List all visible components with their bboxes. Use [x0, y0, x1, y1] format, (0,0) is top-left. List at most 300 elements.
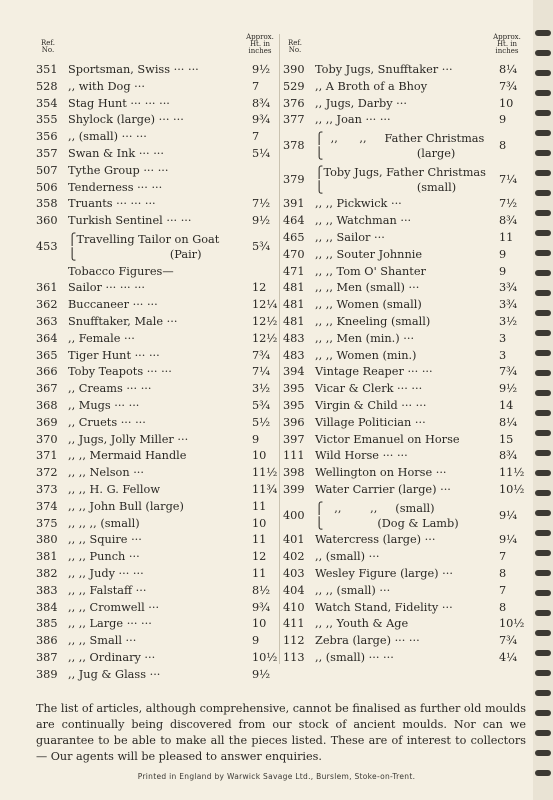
list-item	[36, 129, 276, 146]
item-description: ,, ,, Women (small)	[315, 298, 422, 312]
item-ref-number: 385	[36, 617, 58, 631]
item-description: ,, ,, Falstaff ···	[68, 583, 147, 597]
item-description: ,, ,, Tom O' Shanter	[315, 264, 426, 278]
item-ref-number: 394	[283, 365, 305, 379]
binding-ring	[535, 210, 551, 216]
item-height: 8	[499, 566, 507, 580]
item-height: 14	[499, 398, 514, 412]
item-height: 7¼	[252, 365, 271, 379]
list-item	[36, 398, 276, 415]
item-height: 3¾	[499, 298, 518, 312]
ref-no-heading: Ref. No.	[41, 39, 55, 54]
item-description: ,, A Broth of a Bhoy	[315, 79, 428, 93]
item-ref-number: 391	[283, 197, 305, 211]
binding-ring	[535, 390, 551, 396]
item-height: 9¾	[252, 600, 271, 614]
list-item	[36, 213, 276, 230]
binding-ring	[535, 650, 551, 656]
binding-ring	[535, 350, 551, 356]
item-height: 10	[252, 516, 267, 530]
list-item	[36, 230, 276, 264]
item-description: ,, ,, Punch ···	[68, 550, 140, 564]
item-height: 9	[252, 634, 260, 648]
binding-ring	[535, 430, 551, 436]
list-item	[283, 213, 523, 230]
binding-ring	[535, 270, 551, 276]
item-description: ,, (small) ··· ···	[68, 130, 147, 144]
item-height: 7½	[252, 197, 271, 211]
item-description: Watch Stand, Fidelity ···	[315, 600, 453, 614]
item-height: 9½	[252, 667, 271, 681]
list-item	[283, 448, 523, 465]
item-description: Swan & Ink ··· ···	[68, 146, 164, 160]
binding-ring	[535, 670, 551, 676]
list-item	[283, 650, 523, 667]
item-ref-number: 377	[283, 113, 305, 127]
list-item	[36, 616, 276, 633]
binding-ring	[535, 150, 551, 156]
item-ref-number: 395	[283, 398, 305, 412]
list-item	[283, 381, 523, 398]
item-description: Tythe Group ··· ···	[68, 163, 169, 177]
binding-ring	[535, 370, 551, 376]
list-item	[36, 532, 276, 549]
list-item	[283, 583, 523, 600]
item-height: 7¾	[499, 79, 518, 93]
item-height: 11¾	[252, 482, 278, 496]
item-description: Tobacco Figures—	[68, 264, 174, 278]
item-ref-number: 483	[283, 348, 305, 362]
item-height: 10½	[252, 650, 278, 664]
list-item	[283, 432, 523, 449]
binding-ring	[535, 250, 551, 256]
left-column-header	[36, 34, 276, 62]
item-ref-number: 355	[36, 113, 58, 127]
item-description: ,, ,, Watchman ···	[315, 214, 412, 228]
item-description: ⎧Travelling Tailor on Goat ⎩ (Pair)	[68, 232, 220, 261]
item-description: ⎧ ,, ,, (small) ⎩ (Dog & Lamb)	[315, 501, 459, 530]
binding-ring	[535, 590, 551, 596]
list-item	[283, 566, 523, 583]
item-ref-number: 411	[283, 617, 305, 631]
list-item	[283, 499, 523, 533]
item-description: Tenderness ··· ···	[68, 180, 163, 194]
item-ref-number: 396	[283, 415, 305, 429]
spiral-binding	[533, 0, 553, 800]
list-item	[283, 129, 523, 163]
binding-ring	[535, 730, 551, 736]
item-height: 9¼	[499, 508, 518, 522]
item-ref-number: 483	[283, 331, 305, 345]
item-height: 3½	[499, 314, 518, 328]
item-description: ,, Cruets ··· ···	[68, 415, 146, 429]
binding-ring	[535, 30, 551, 36]
item-description: ,, ,, (small) ···	[315, 583, 391, 597]
item-height: 7	[499, 583, 507, 597]
list-item	[283, 633, 523, 650]
item-height: 7	[252, 79, 260, 93]
item-height: 12	[252, 550, 267, 564]
binding-ring	[535, 570, 551, 576]
list-item	[36, 112, 276, 129]
item-ref-number: 470	[283, 247, 305, 261]
item-description: Toby Teapots ··· ···	[68, 365, 172, 379]
item-ref-number: 373	[36, 482, 58, 496]
item-height: 5½	[252, 415, 271, 429]
ref-no-heading: Ref. No.	[288, 39, 302, 54]
height-heading: Approx. Ht. in inches	[493, 33, 521, 55]
item-ref-number: 410	[283, 600, 305, 614]
list-item	[36, 62, 276, 79]
item-ref-number: 369	[36, 415, 58, 429]
item-ref-number: 367	[36, 382, 58, 396]
binding-ring	[535, 70, 551, 76]
item-description: ⎧Toby Jugs, Father Christmas ⎩ (small)	[315, 165, 486, 194]
list-item	[283, 364, 523, 381]
item-height: 11	[252, 566, 267, 580]
item-height: 9	[252, 432, 260, 446]
item-ref-number: 390	[283, 63, 305, 76]
list-item	[36, 314, 276, 331]
binding-ring	[535, 710, 551, 716]
list-item	[36, 566, 276, 583]
item-height: 12½	[252, 314, 278, 328]
list-item	[283, 297, 523, 314]
item-height: 8¼	[499, 63, 518, 76]
item-height: 3¾	[499, 281, 518, 295]
item-ref-number: 366	[36, 365, 58, 379]
item-description: Shylock (large) ··· ···	[68, 113, 184, 127]
item-height: 9	[499, 247, 507, 261]
item-description: ,, ,, Squire ···	[68, 533, 142, 547]
item-ref-number: 351	[36, 63, 58, 76]
list-item	[283, 79, 523, 96]
column-divider	[279, 34, 280, 664]
item-description: ,, ,, Youth & Age	[315, 617, 409, 631]
item-description: Stag Hunt ··· ··· ···	[68, 96, 170, 110]
list-item	[283, 532, 523, 549]
item-height: 10	[252, 617, 267, 631]
list-item	[283, 482, 523, 499]
list-item	[36, 297, 276, 314]
list-item	[36, 196, 276, 213]
right-column-header	[283, 34, 523, 62]
item-description: ,, ,, Nelson ···	[68, 466, 144, 480]
item-ref-number: 368	[36, 398, 58, 412]
item-description: ,, ,, Men (small) ···	[315, 281, 420, 295]
item-ref-number: 360	[36, 214, 58, 228]
binding-ring	[535, 110, 551, 116]
item-description: ,, ,, Women (min.)	[315, 348, 417, 362]
list-item	[36, 667, 276, 684]
item-ref-number: 356	[36, 130, 58, 144]
item-ref-number: 382	[36, 566, 58, 580]
item-ref-number: 357	[36, 146, 58, 160]
item-description: ,, ,, Joan ··· ···	[315, 113, 391, 127]
item-height: 8½	[252, 583, 271, 597]
item-ref-number: 465	[283, 230, 305, 244]
item-ref-number: 354	[36, 96, 58, 110]
binding-ring	[535, 470, 551, 476]
item-description: ,, ,, Ordinary ···	[68, 650, 156, 664]
item-height: 8	[499, 600, 507, 614]
item-ref-number: 386	[36, 634, 58, 648]
item-description: Watercress (large) ···	[315, 533, 436, 547]
item-height: 8¾	[499, 214, 518, 228]
item-description: ,, ,, John Bull (large)	[68, 499, 184, 513]
list-item	[36, 583, 276, 600]
item-height: 4¼	[499, 650, 518, 664]
list-item	[283, 62, 523, 79]
binding-ring	[535, 90, 551, 96]
list-item	[283, 549, 523, 566]
footnote: The list of articles, although comprehensive, cannot be finalised as further old moulds are continually being discovered from our stock of ancient moulds. Nor can we guarantee to be able to make all the pieces listed. These are of interest to collectors — Our agents will be pleased to answer enquiries.	[36, 702, 526, 764]
item-height: 15	[499, 432, 514, 446]
list-item	[36, 331, 276, 348]
item-description: ,, ,, Cromwell ···	[68, 600, 160, 614]
item-ref-number: 380	[36, 533, 58, 547]
item-height: 7¼	[499, 172, 518, 186]
item-ref-number: 481	[283, 298, 305, 312]
item-ref-number: 371	[36, 449, 58, 463]
item-description: ,, Creams ··· ···	[68, 382, 152, 396]
left-item-list	[36, 62, 276, 683]
item-description: Vicar & Clerk ··· ···	[315, 382, 423, 396]
item-height: 9½	[252, 214, 271, 228]
item-ref-number: 361	[36, 281, 58, 295]
item-ref-number: 397	[283, 432, 305, 446]
item-height: 7	[252, 130, 260, 144]
item-height: 7	[499, 550, 507, 564]
item-height: 12¼	[252, 298, 278, 312]
list-item	[283, 465, 523, 482]
list-item	[36, 381, 276, 398]
item-height: 5¾	[252, 398, 271, 412]
list-item	[36, 415, 276, 432]
item-height: 12½	[252, 331, 278, 345]
list-item	[36, 432, 276, 449]
item-height: 11	[499, 230, 514, 244]
item-description: Victor Emanuel on Horse	[315, 432, 460, 446]
item-description: ,, ,, ,, (small)	[68, 516, 140, 530]
list-item	[283, 230, 523, 247]
item-height: 10½	[499, 617, 525, 631]
item-description: Water Carrier (large) ···	[315, 482, 451, 496]
item-description: ,, ,, Kneeling (small)	[315, 314, 431, 328]
left-column	[36, 34, 276, 683]
item-height: 10	[252, 449, 267, 463]
item-height: 7¾	[499, 634, 518, 648]
list-item	[36, 96, 276, 113]
item-height: 7¾	[252, 348, 271, 362]
item-ref-number: 400	[283, 508, 305, 522]
item-ref-number: 358	[36, 197, 58, 211]
item-description: ,, ,, Sailor ···	[315, 230, 385, 244]
item-description: Snufftaker, Male ···	[68, 314, 178, 328]
item-height: 10½	[499, 482, 525, 496]
item-description: ,, Jugs, Darby ···	[315, 96, 407, 110]
item-description: ,, ,, Souter Johnnie	[315, 247, 423, 261]
right-item-list	[283, 62, 523, 667]
list-item	[36, 516, 276, 533]
item-height: 9	[499, 264, 507, 278]
item-description: ,, (small) ···	[315, 550, 380, 564]
item-description: ,, ,, Pickwick ···	[315, 197, 402, 211]
item-description: ,, (small) ··· ···	[315, 650, 394, 664]
item-ref-number: 384	[36, 600, 58, 614]
item-ref-number: 402	[283, 550, 305, 564]
list-item	[283, 314, 523, 331]
item-ref-number: 372	[36, 466, 58, 480]
list-item	[36, 280, 276, 297]
list-item	[283, 247, 523, 264]
item-ref-number: 383	[36, 583, 58, 597]
item-height: 11½	[499, 466, 525, 480]
item-height: 8¾	[499, 449, 518, 463]
item-description: Toby Jugs, Snufftaker ···	[315, 63, 453, 76]
list-item	[36, 79, 276, 96]
item-ref-number: 507	[36, 163, 58, 177]
item-height: 8¾	[252, 96, 271, 110]
list-item	[283, 616, 523, 633]
item-height: 9¼	[499, 533, 518, 547]
item-height: 7¾	[499, 365, 518, 379]
binding-ring	[535, 50, 551, 56]
item-height: 9½	[499, 382, 518, 396]
item-ref-number: 387	[36, 650, 58, 664]
list-item	[36, 633, 276, 650]
item-ref-number: 481	[283, 314, 305, 328]
list-item	[283, 163, 523, 197]
item-ref-number: 481	[283, 281, 305, 295]
binding-ring	[535, 410, 551, 416]
list-item	[283, 415, 523, 432]
binding-ring	[535, 690, 551, 696]
item-height: 10	[499, 96, 514, 110]
item-height: 11½	[252, 466, 278, 480]
item-ref-number: 381	[36, 550, 58, 564]
binding-ring	[535, 510, 551, 516]
item-ref-number: 399	[283, 482, 305, 496]
binding-ring	[535, 130, 551, 136]
right-column	[283, 34, 523, 667]
item-description: Sportsman, Swiss ··· ···	[68, 63, 199, 76]
list-item	[283, 264, 523, 281]
list-item	[36, 180, 276, 197]
item-description: Wellington on Horse ···	[315, 466, 447, 480]
item-ref-number: 111	[283, 449, 305, 463]
item-description: Turkish Sentinel ··· ···	[68, 214, 192, 228]
item-description: Truants ··· ··· ···	[68, 197, 156, 211]
binding-ring	[535, 450, 551, 456]
item-description: Wesley Figure (large) ···	[315, 566, 453, 580]
list-item	[36, 549, 276, 566]
item-height: 12	[252, 281, 267, 295]
binding-ring	[535, 290, 551, 296]
item-ref-number: 375	[36, 516, 58, 530]
item-ref-number: 112	[283, 634, 305, 648]
item-ref-number: 113	[283, 650, 305, 664]
item-ref-number: 464	[283, 214, 305, 228]
item-ref-number: 389	[36, 667, 58, 681]
item-description: Buccaneer ··· ···	[68, 298, 158, 312]
item-ref-number: 528	[36, 79, 58, 93]
item-height: 7½	[499, 197, 518, 211]
list-item	[283, 196, 523, 213]
item-height: 5¼	[252, 146, 271, 160]
item-ref-number: 506	[36, 180, 58, 194]
list-item	[283, 348, 523, 365]
list-item	[36, 348, 276, 365]
item-description: Sailor ··· ··· ···	[68, 281, 145, 295]
item-description: Tiger Hunt ··· ···	[68, 348, 160, 362]
item-description: Virgin & Child ··· ···	[315, 398, 427, 412]
binding-ring	[535, 630, 551, 636]
binding-ring	[535, 230, 551, 236]
item-height: 11	[252, 499, 267, 513]
item-description: ,, Jug & Glass ···	[68, 667, 161, 681]
item-ref-number: 403	[283, 566, 305, 580]
list-item	[283, 331, 523, 348]
printer-credit: Printed in England by Warwick Savage Ltd., Burslem, Stoke-on-Trent.	[137, 772, 416, 781]
item-description: ,, with Dog ···	[68, 79, 145, 93]
list-item	[36, 499, 276, 516]
item-ref-number: 398	[283, 466, 305, 480]
binding-ring	[535, 530, 551, 536]
item-ref-number: 365	[36, 348, 58, 362]
item-description: ⎧ ,, ,, Father Christmas ⎩ (large)	[315, 132, 485, 161]
item-height: 3½	[252, 382, 271, 396]
item-description: ,, ,, Large ··· ···	[68, 617, 152, 631]
item-ref-number: 374	[36, 499, 58, 513]
item-height: 5¾	[252, 239, 271, 253]
item-height: 9	[499, 113, 507, 127]
height-heading: Approx. Ht. in inches	[246, 33, 274, 55]
item-description: ,, Female ···	[68, 331, 135, 345]
item-description: ,, ,, Mermaid Handle	[68, 449, 187, 463]
item-description: ,, Mugs ··· ···	[68, 398, 140, 412]
item-ref-number: 379	[283, 172, 305, 186]
list-item	[36, 364, 276, 381]
item-ref-number: 471	[283, 264, 305, 278]
binding-ring	[535, 190, 551, 196]
list-item	[36, 600, 276, 617]
item-ref-number: 404	[283, 583, 305, 597]
item-ref-number: 362	[36, 298, 58, 312]
binding-ring	[535, 490, 551, 496]
item-description: ,, ,, Men (min.) ···	[315, 331, 415, 345]
item-description: ,, ,, Judy ··· ···	[68, 566, 144, 580]
list-item	[36, 650, 276, 667]
item-height: 9½	[252, 63, 271, 76]
list-item	[36, 264, 276, 281]
item-ref-number: 378	[283, 139, 305, 153]
list-item	[36, 482, 276, 499]
list-item	[36, 163, 276, 180]
binding-ring	[535, 750, 551, 756]
list-item	[283, 600, 523, 617]
item-ref-number: 401	[283, 533, 305, 547]
item-ref-number: 363	[36, 314, 58, 328]
list-item	[36, 146, 276, 163]
item-description: Vintage Reaper ··· ···	[315, 365, 433, 379]
item-height: 3	[499, 331, 507, 345]
item-height: 8	[499, 139, 507, 153]
list-item	[283, 112, 523, 129]
item-description: ,, Jugs, Jolly Miller ···	[68, 432, 189, 446]
binding-ring	[535, 330, 551, 336]
item-ref-number: 370	[36, 432, 58, 446]
